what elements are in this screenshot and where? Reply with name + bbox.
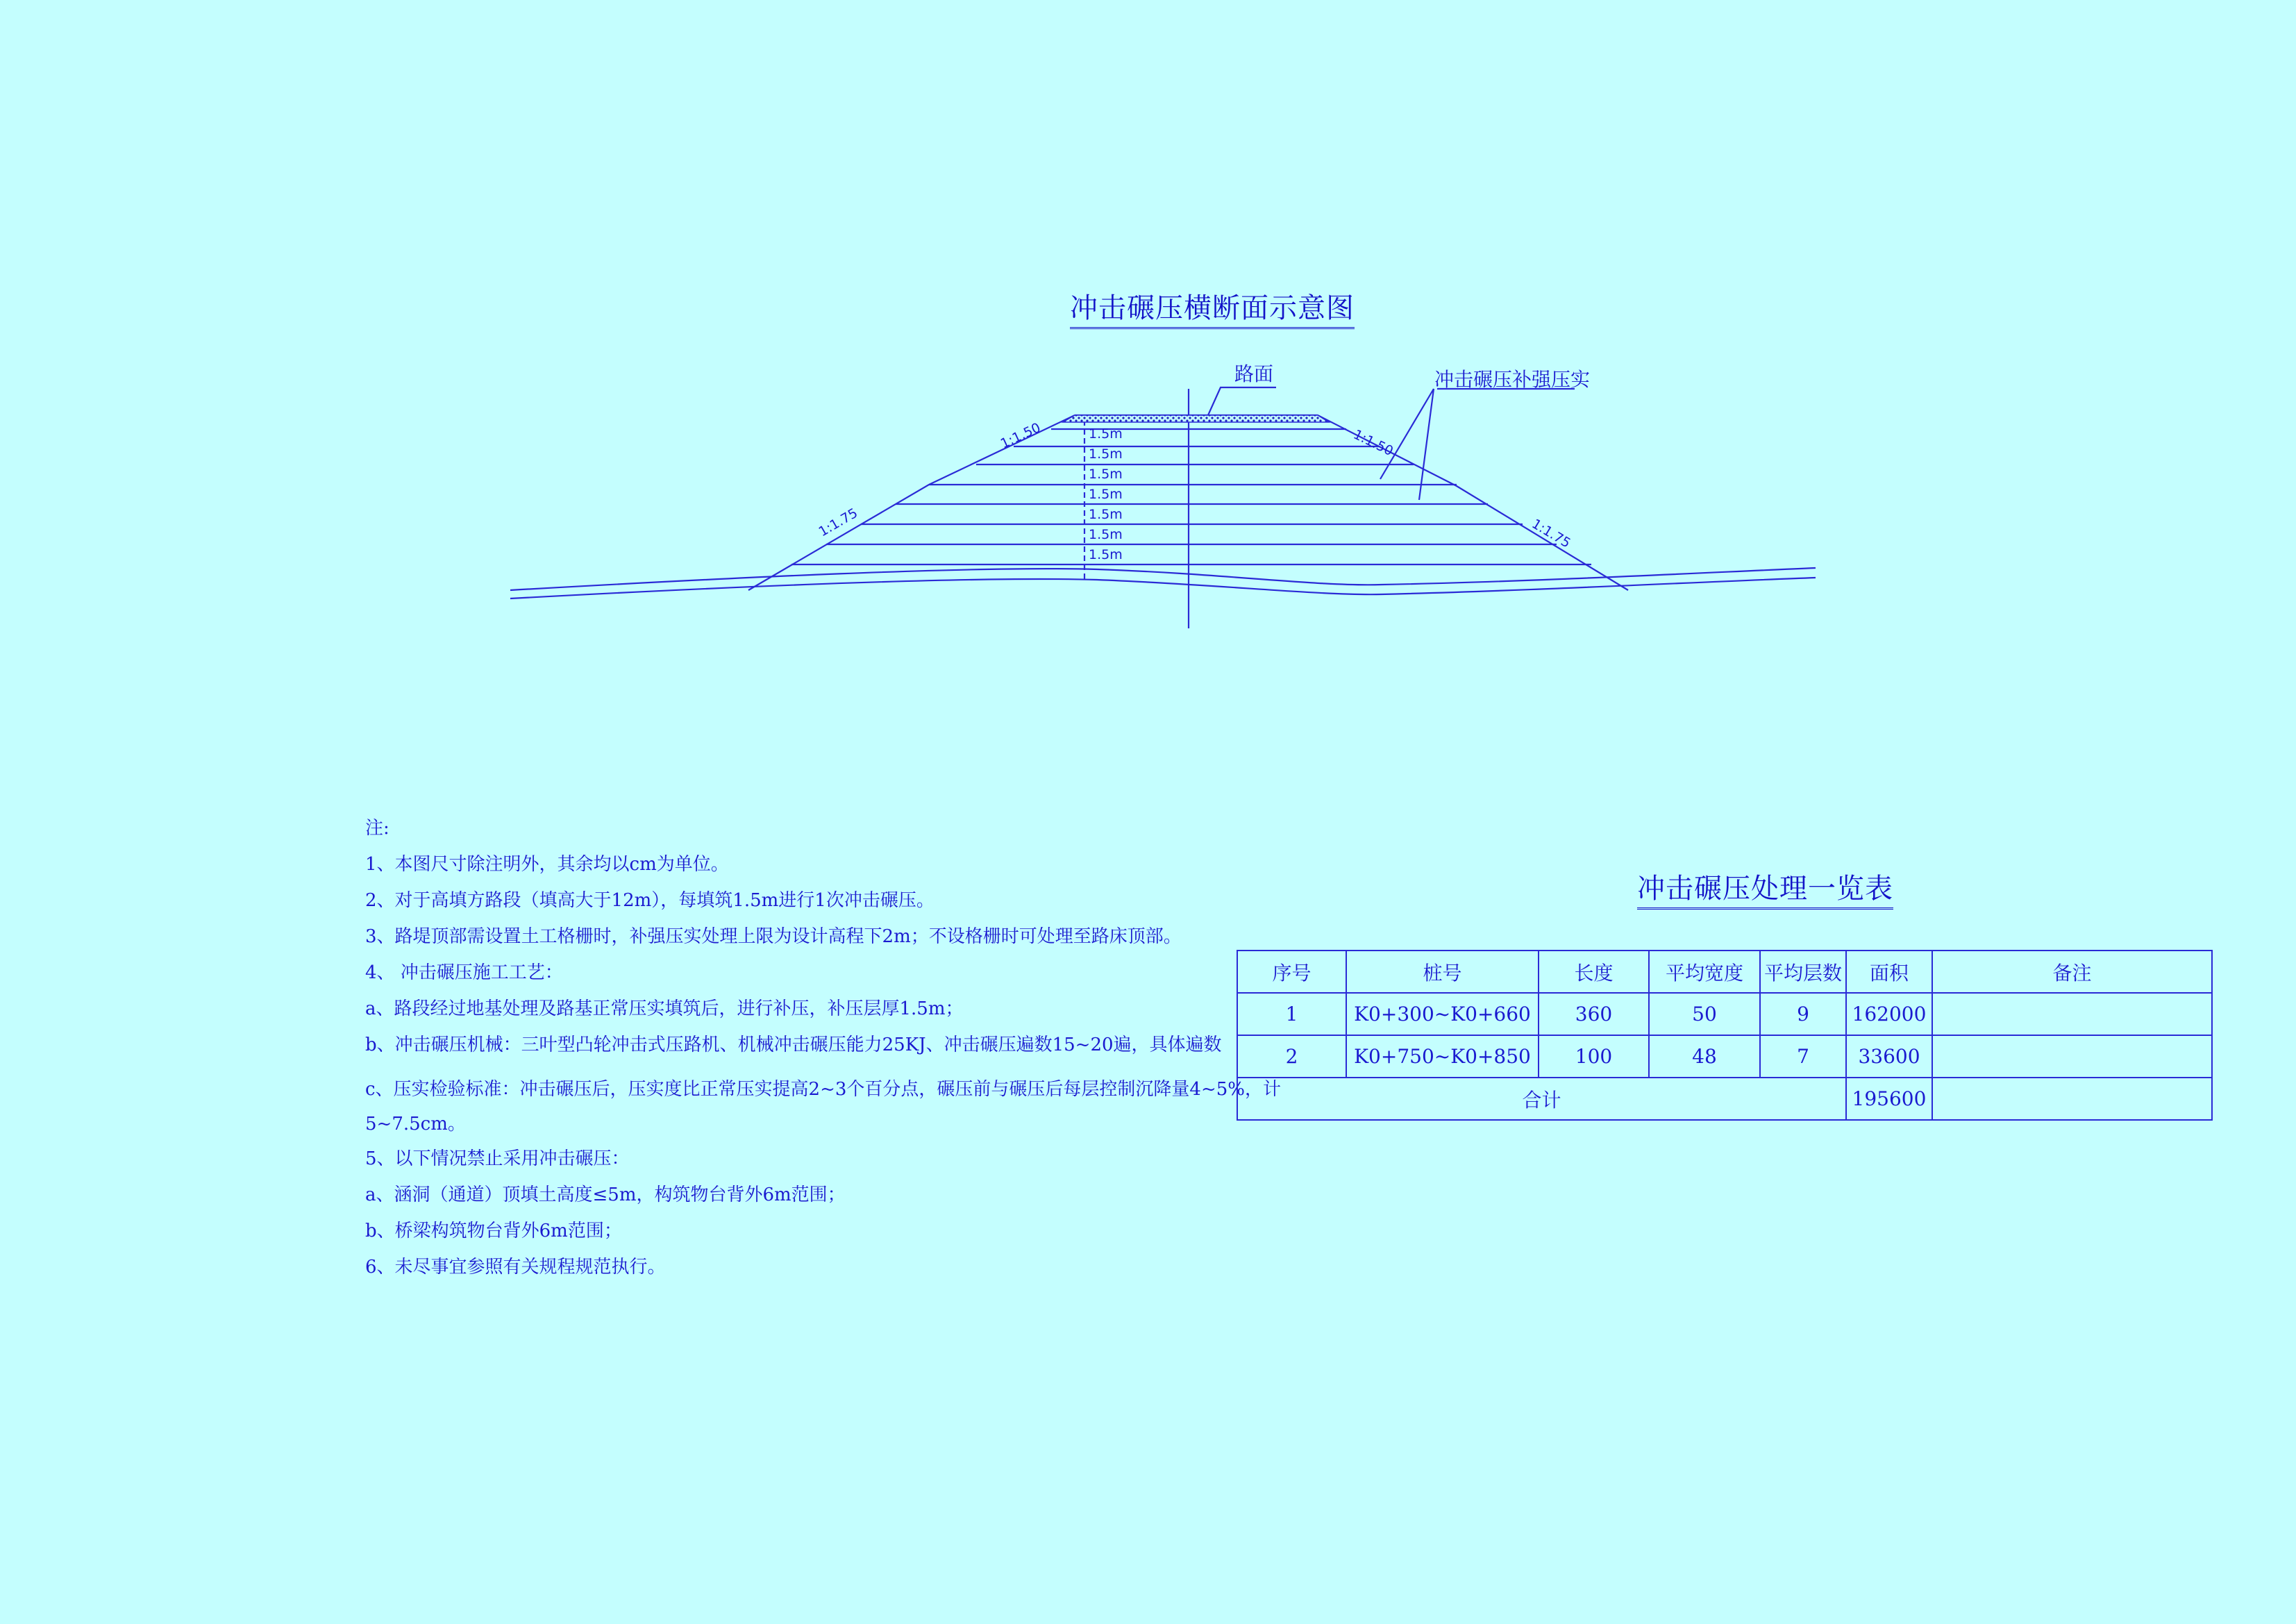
reinforce-leader [1380,389,1434,479]
note-line: b、冲击碾压机械：三叶型凸轮冲击式压路机、机械冲击碾压能力25KJ、冲击碾压遍数15~20遍，具体遍数 [365,1035,1222,1055]
dimension-label: 1.5m [1089,426,1123,442]
summary-table-container [1237,950,2213,1121]
note-line: 3、路堤顶部需设置土工格栅时，补强压实处理上限为设计高程下2m；不设格栅时可处理至路床顶部。 [365,926,1182,947]
header-cell: 面积 [1846,951,1932,993]
slope-label-upper-left: 1:1.50 [998,419,1044,452]
table-cell: 100 [1539,1035,1649,1078]
note-line: 2、对于高填方路段（填高大于12m），每填筑1.5m进行1次冲击碾压。 [365,890,935,911]
slope-label-upper-right: 1:1.50 [1350,426,1396,460]
slope-label-lower-left: 1:1.75 [816,505,861,540]
header-cell: 平均层数 [1760,951,1846,993]
header-cell: 序号 [1237,951,1346,993]
pavement-label: 路面 [1234,362,1274,385]
dimension-label: 1.5m [1089,527,1123,542]
table-title: 冲击碾压处理一览表 [1637,867,1893,910]
table-cell: 50 [1649,993,1760,1035]
table-cell: K0+750~K0+850 [1346,1035,1539,1078]
total-label: 合计 [1237,1078,1846,1120]
note-line: 6、未尽事宜参照有关规程规范执行。 [365,1257,666,1278]
pavement-layer [1063,415,1329,422]
table-cell: 9 [1760,993,1846,1035]
reinforce-leader [1419,389,1434,500]
dimension-label: 1.5m [1089,467,1123,482]
table-cell: K0+300~K0+660 [1346,993,1539,1035]
table-cell: 2 [1237,1035,1346,1078]
table-cell: 162000 [1846,993,1932,1035]
header-cell: 桩号 [1346,951,1539,993]
dimension-label: 1.5m [1089,507,1123,522]
table-header-row [1237,951,2212,993]
reinforce-label: 冲击碾压补强压实 [1434,368,1591,391]
table-total-row [1237,1078,2212,1120]
table-cell: 7 [1760,1035,1846,1078]
total-area: 195600 [1846,1078,1932,1120]
note-line: a、路段经过地基处理及路基正常压实填筑后，进行补压，补压层厚1.5m； [365,998,964,1019]
note-line: 5~7.5cm。 [365,1114,466,1135]
summary-table [1237,950,2213,1121]
note-line: a、涵洞（通道）顶填土高度≤5m，构筑物台背外6m范围； [365,1184,846,1205]
dimension-label: 1.5m [1089,487,1123,502]
notes-heading: 注: [365,818,389,839]
dimension-label: 1.5m [1089,547,1123,562]
slope-label-lower-right: 1:1.75 [1529,516,1573,551]
table-row [1237,1035,2212,1078]
note-line: 1、本图尺寸除注明外，其余均以cm为单位。 [365,854,729,875]
table-cell [1932,993,2212,1035]
header-cell: 平均宽度 [1649,951,1760,993]
total-note [1932,1078,2212,1120]
header-cell: 长度 [1539,951,1649,993]
table-cell: 48 [1649,1035,1760,1078]
header-cell: 备注 [1932,951,2212,993]
ground-line-lower [510,578,1816,598]
note-line: b、桥梁构筑物台背外6m范围； [365,1221,622,1241]
diagram-title: 冲击碾压横断面示意图 [1070,286,1355,329]
note-line: 5、以下情况禁止采用冲击碾压： [365,1148,630,1169]
table-cell: 1 [1237,993,1346,1035]
dimension-label: 1.5m [1089,446,1123,462]
table-cell: 33600 [1846,1035,1932,1078]
table-row [1237,993,2212,1035]
note-line: c、压实检验标准：冲击碾压后，压实度比正常压实提高2~3个百分点，碾压前与碾压后每层控制沉降量4~5%，计 [365,1079,1282,1100]
table-cell [1932,1035,2212,1078]
note-line: 4、 冲击碾压施工工艺： [365,962,563,983]
ground-line-upper [510,568,1816,590]
pavement-leader [1208,387,1276,415]
table-cell: 360 [1539,993,1649,1035]
